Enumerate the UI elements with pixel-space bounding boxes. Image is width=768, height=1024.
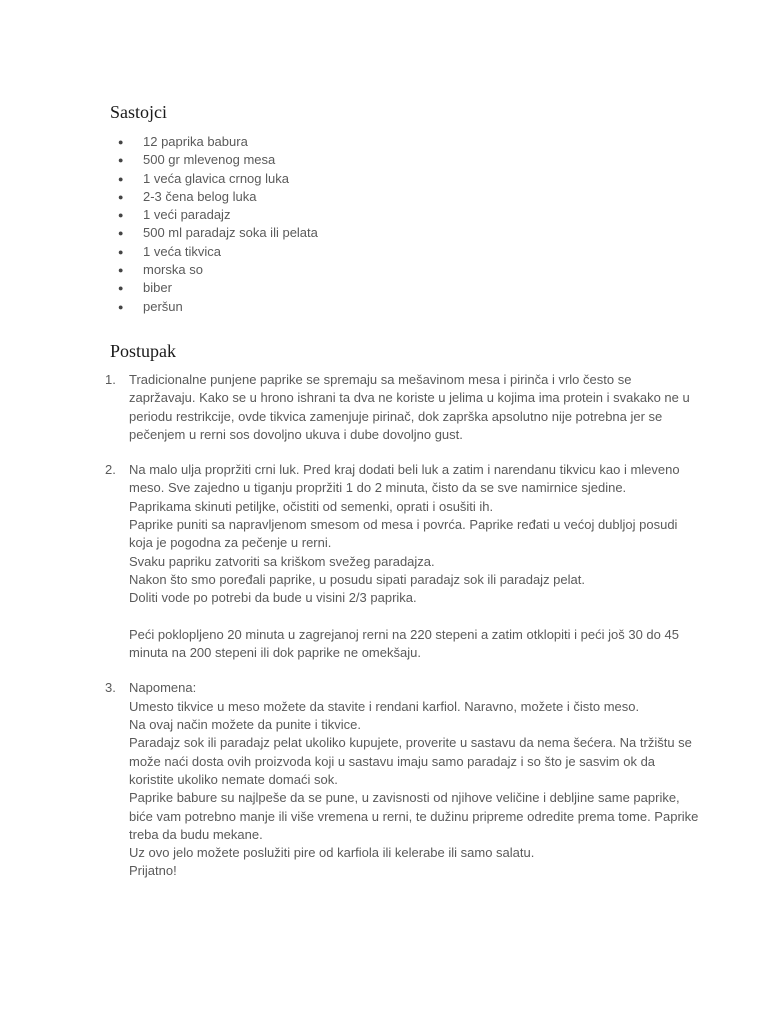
ingredient-text: 12 paprika babura	[143, 134, 248, 149]
bullet-icon: ●	[118, 137, 124, 147]
bullet-icon: ●	[118, 210, 124, 221]
bullet-icon: ●	[118, 246, 124, 257]
step-line: Uz ovo jelo možete poslužiti pire od karfiola ili kelerabe ili samo salatu.	[129, 845, 535, 861]
method-step	[0, 461, 709, 662]
ingredient-text: 1 veća glavica crnog luka	[143, 170, 289, 186]
step-line: zapržavaju. Kako se u hrono ishrani ta dva ne koriste u jelima u kojima ima protein i svakako ne u	[129, 390, 690, 406]
step-line: biće vam potrebno manje ili više vremena u rerni, te dužinu pripreme odredite prema tome. Paprike	[129, 808, 699, 824]
step-number: 3.	[105, 680, 116, 696]
method-heading: Postupak	[110, 341, 177, 361]
step-line: Doliti vode po potrebi da bude u visini 2/3 paprika.	[129, 590, 417, 606]
step-line: Paprike babure su najlpeše da se pune, u zavisnosti od njihove veličine i debljine same paprike,	[129, 790, 680, 806]
step-line: Tradicionalne punjene paprike se spremaju sa mešavinom mesa i pirinča i vrlo često se	[129, 372, 632, 387]
step-body	[129, 371, 709, 444]
step-line: periodu restrikcije, ovde tikvica zamenjuje pirinač, dok zaprška apsolutno nije potrebna jer se	[129, 408, 663, 424]
step-line: Prijatno!	[129, 863, 177, 879]
step-line: koja je pogodna za pečenje u rerni.	[129, 535, 332, 551]
bullet-icon: ●	[118, 173, 124, 184]
ingredient-text: peršun	[143, 298, 183, 314]
method-step	[0, 679, 709, 880]
method-steps-list	[0, 371, 709, 898]
bullet-icon: ●	[118, 155, 124, 166]
bullet-icon: ●	[118, 301, 124, 312]
ingredient-text: 1 veći paradajz	[143, 207, 231, 223]
step-line: koristite ukoliko nemate domaći sok.	[129, 771, 338, 787]
step-line: pečenjem u rerni sos dovoljno ukuva i dube dovoljno gust.	[129, 426, 463, 442]
method-step	[0, 371, 709, 444]
step-line: Nakon što smo poređali paprike, u posudu sipati paradajz sok ili paradajz pelat.	[129, 571, 585, 587]
step-line: Peći poklopljeno 20 minuta u zagrejanoj rerni na 220 stepeni a zatim otklopiti i peći još 30 do 45	[129, 626, 679, 642]
step-line: Paradajz sok ili paradajz pelat ukoliko kupujete, proverite u sastavu da nema šećera. Na tržištu se	[129, 735, 692, 751]
bullet-icon: ●	[118, 228, 124, 239]
ingredient-text: 500 gr mlevenog mesa	[143, 152, 276, 168]
step-line: Paprikama skinuti petiljke, očistiti od semenki, oprati i osušiti ih.	[129, 498, 494, 514]
step-line: meso. Sve zajedno u tiganju propržiti 1 do 2 minuta, čisto da se sve namirnice sjedine.	[129, 480, 627, 496]
step-number: 1.	[105, 372, 116, 387]
bullet-icon: ●	[118, 191, 124, 202]
step-line: treba da budu mekane.	[129, 826, 263, 842]
step-line: Na ovaj način možete da punite i tikvice.	[129, 717, 361, 733]
step-line: minuta na 200 stepeni ili dok paprike ne omekšaju.	[129, 645, 421, 661]
ingredient-text: biber	[143, 280, 172, 296]
step-number: 2.	[105, 462, 116, 478]
step-body	[129, 679, 709, 880]
ingredients-heading: Sastojci	[110, 102, 167, 122]
ingredient-text: morska so	[143, 262, 203, 278]
step-line: može naći dosta ovih proizvoda koji u sastavu imaju samo paradajz i so što je sasvim ok da	[129, 753, 656, 769]
step-line: Paprike puniti sa napravljenom smesom od mesa i povrća. Paprike ređati u većoj dubljoj posudi	[129, 517, 678, 533]
step-line: Napomena:	[129, 680, 197, 696]
ingredient-text: 2-3 čena belog luka	[143, 188, 257, 204]
step-line: Svaku papriku zatvoriti sa kriškom svežeg paradajza.	[129, 553, 435, 569]
step-line: Na malo ulja propržiti crni luk. Pred kraj dodati beli luk a zatim i narendanu tikvicu kao i mleveno	[129, 462, 680, 478]
bullet-icon: ●	[118, 265, 124, 276]
step-line: Umesto tikvice u meso možete da stavite i rendani karfiol. Naravno, možete i čisto meso.	[129, 698, 640, 714]
ingredient-text: 1 veća tikvica	[143, 243, 222, 259]
step-blank-line	[129, 608, 709, 626]
step-body	[129, 461, 709, 662]
bullet-icon: ●	[118, 283, 124, 294]
ingredient-text: 500 ml paradajz soka ili pelata	[143, 225, 318, 241]
